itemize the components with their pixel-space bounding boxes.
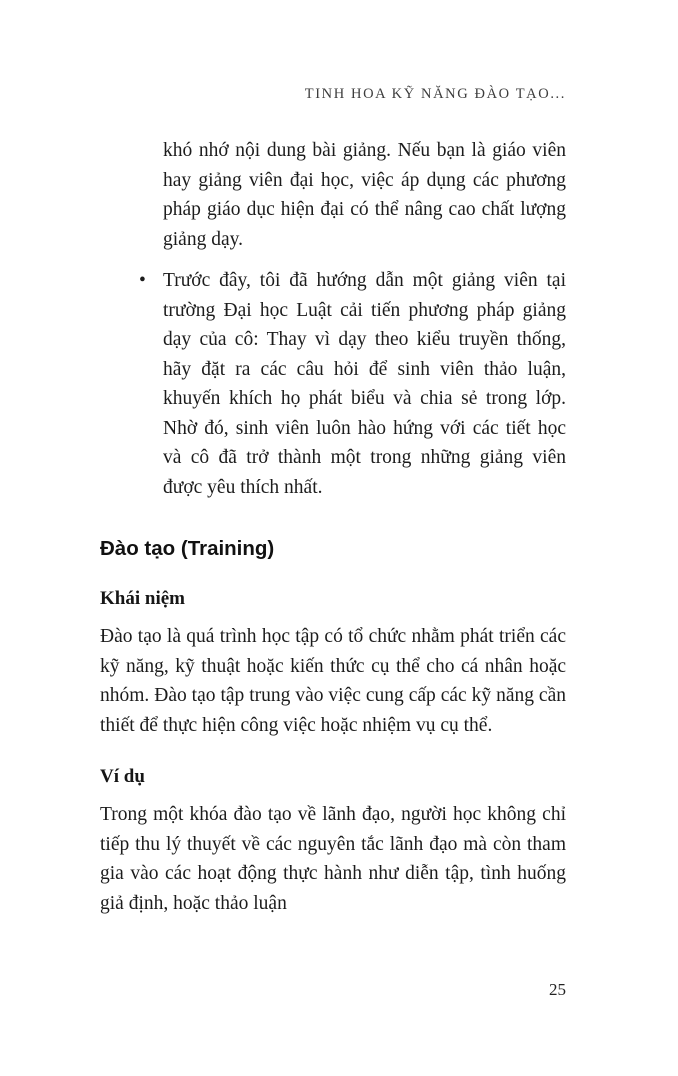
bullet-item bbox=[100, 266, 566, 502]
subheading-khai-niem: Khái niệm bbox=[100, 588, 185, 609]
paragraph-vi-du: Trong một khóa đào tạo về lãnh đạo, người học không chỉ tiếp thu lý thuyết về các nguyên tắc lãnh đạo mà còn tham gia vào các hoạt động thực hành như diễn tập, tình huống giả định, hoặc thảo luận bbox=[100, 804, 566, 914]
page-content bbox=[100, 136, 566, 918]
paragraph-bullet: Trước đây, tôi đã hướng dẫn một giảng viên tại trường Đại học Luật cải tiến phương pháp giảng dạy của cô: Thay vì dạy theo kiểu truyền thống, hãy đặt ra các câu hỏi để sinh viên thảo luận, khuyến khích họ phát biểu và chia sẻ trong lớp. Nhờ đó, sinh viên luôn hào hứng với các tiết học và cô đã trở thành một trong những giảng viên được yêu thích nhất. bbox=[163, 270, 566, 498]
section-heading-dao-tao: Đào tạo (Training) bbox=[100, 537, 275, 560]
bullet-item-continuation bbox=[100, 136, 566, 254]
paragraph-continuation: khó nhớ nội dung bài giảng. Nếu bạn là giáo viên hay giảng viên đại học, việc áp dụng các phương pháp giáo dục hiện đại có thể nâng cao chất lượng giảng dạy. bbox=[163, 140, 566, 250]
paragraph-khai-niem: Đào tạo là quá trình học tập có tổ chức nhằm phát triển các kỹ năng, kỹ thuật hoặc kiến thức cụ thể cho cá nhân hoặc nhóm. Đào tạo tập trung vào việc cung cấp các kỹ năng cần thiết để thực hiện công việc hoặc nhiệm vụ cụ thể. bbox=[100, 626, 566, 736]
page-number: 25 bbox=[549, 980, 566, 999]
subheading-vi-du: Ví dụ bbox=[100, 766, 145, 787]
bullet-icon: • bbox=[139, 270, 146, 291]
running-header: TINH HOA KỸ NĂNG ĐÀO TẠO... bbox=[304, 86, 566, 102]
